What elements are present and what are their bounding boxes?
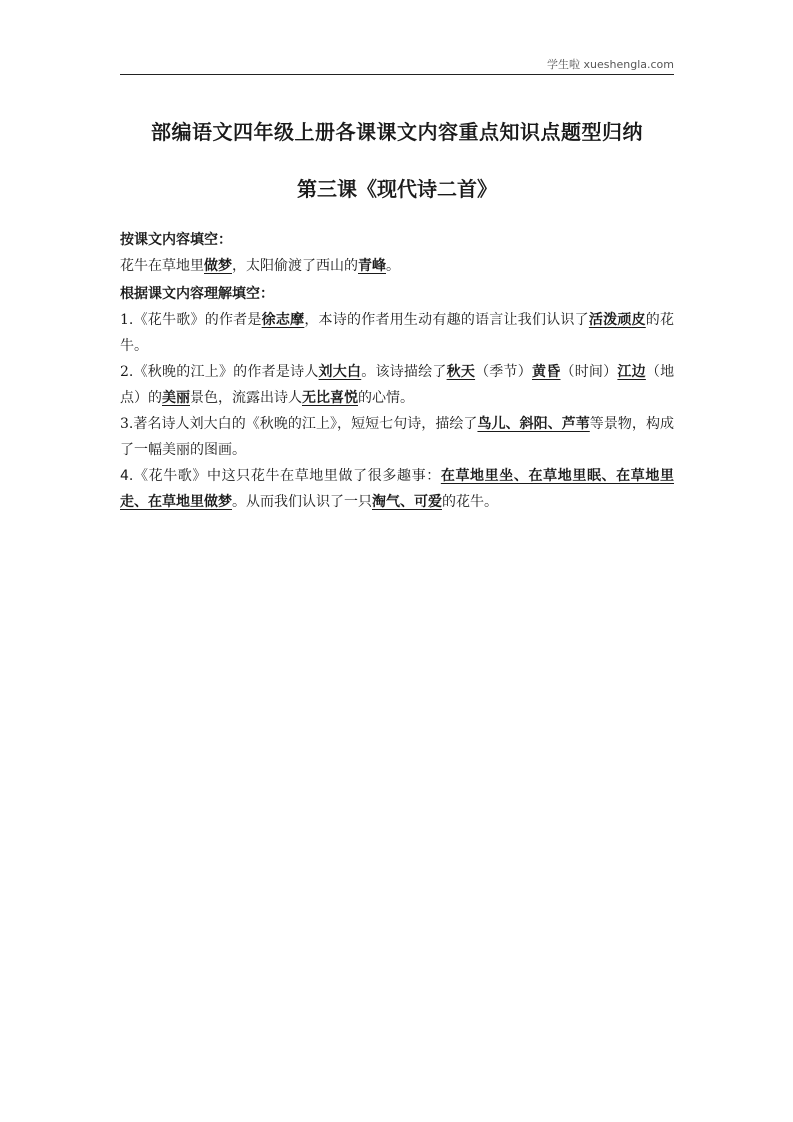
question-text: ，本诗的作者用生动有趣的语言让我们认识了 — [304, 312, 589, 328]
document-title: 部编语文四年级上册各课课文内容重点知识点题型归纳 — [151, 120, 643, 144]
question-text: 的花牛。 — [120, 312, 675, 354]
question-text: 4.《花牛歌》中这只花牛在草地里做了很多趣事： — [120, 468, 441, 484]
question-text: 3.著名诗人刘大白的《秋晚的江上》，短短七句诗，描绘了 — [120, 416, 478, 432]
question-text: 。 — [386, 258, 400, 274]
question-text: 等景物，构成了一幅美丽的图画。 — [120, 416, 675, 458]
lesson-title: 第三课《现代诗二首》 — [297, 177, 497, 201]
question-text: 花牛在草地里 — [120, 258, 204, 274]
question-comprehension-1 — [120, 307, 674, 359]
answer: 美丽 — [162, 390, 190, 406]
question-comprehension-2 — [120, 359, 674, 411]
answer: 活泼顽皮 — [588, 312, 646, 328]
answer: 徐志摩 — [261, 312, 305, 328]
question-text: ，太阳偷渡了西山的 — [232, 258, 358, 274]
question-text: （时间） — [560, 364, 618, 380]
question-text: 景色，流露出诗人 — [190, 390, 302, 406]
question-text: 。从而我们认识了一只 — [232, 494, 372, 510]
question-text: 的花牛。 — [442, 494, 498, 510]
question-fill-1 — [120, 253, 674, 279]
section-label-fill-in: 按课文内容填空： — [120, 232, 232, 248]
section-fill-in — [120, 227, 674, 515]
question-text: 1.《花牛歌》的作者是 — [120, 312, 262, 328]
answer: 青峰 — [358, 258, 386, 274]
answer: 秋天 — [446, 364, 476, 380]
question-text: （季节） — [475, 364, 532, 380]
answer: 江边 — [617, 364, 646, 380]
question-comprehension-3 — [120, 411, 674, 463]
question-text: 2.《秋晚的江上》的作者是诗人 — [120, 364, 319, 380]
question-text: 的心情。 — [358, 390, 414, 406]
question-text: （地点）的 — [120, 364, 675, 406]
answer: 淘气、可爱 — [372, 494, 442, 510]
answer: 鸟儿、斜阳、芦苇 — [477, 416, 590, 432]
document-body — [120, 112, 674, 515]
answer: 黄昏 — [532, 364, 561, 380]
section-label-comprehension: 根据课文内容理解填空： — [120, 286, 274, 302]
answer: 做梦 — [204, 258, 232, 274]
question-text: 。该诗描绘了 — [361, 364, 447, 380]
answer: 无比喜悦 — [302, 390, 358, 406]
header-site-text: 学生啦 xueshengla.com — [547, 58, 674, 71]
answer: 刘大白 — [318, 364, 362, 380]
answer: 在草地里坐、在草地里眠、在草地里走、在草地里做梦 — [120, 468, 675, 510]
question-comprehension-4 — [120, 463, 674, 515]
page-header — [120, 54, 674, 75]
